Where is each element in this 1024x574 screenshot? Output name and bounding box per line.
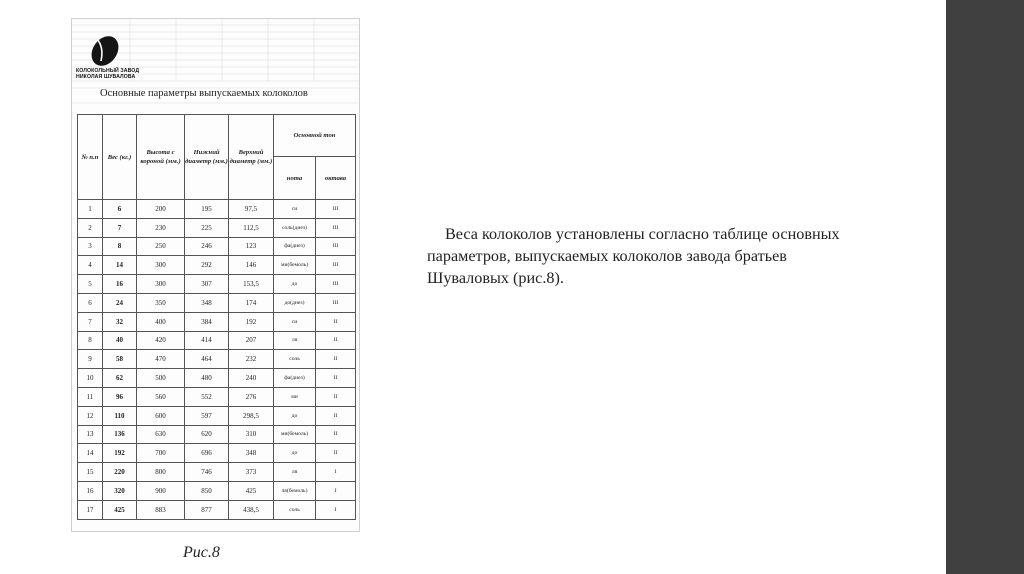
table-cell: 220 [103, 463, 137, 482]
table-cell: 300 [137, 275, 185, 294]
table-cell: 112,5 [229, 218, 274, 237]
header-note: нота [274, 157, 316, 200]
table-cell: до [274, 406, 316, 425]
table-cell: 400 [137, 312, 185, 331]
table-cell: 230 [137, 218, 185, 237]
table-cell: 384 [185, 312, 229, 331]
table-cell: 883 [137, 500, 185, 519]
table-row [78, 463, 356, 482]
table-cell: 480 [185, 369, 229, 388]
table-cell: II [316, 444, 356, 463]
table-cell: 350 [137, 293, 185, 312]
table-cell: ми(бемоль) [274, 256, 316, 275]
figure-caption: Рис.8 [183, 544, 220, 561]
table-cell: III [316, 275, 356, 294]
table-cell: 24 [103, 293, 137, 312]
table-cell: 207 [229, 331, 274, 350]
scanned-table-figure [71, 18, 360, 532]
table-row [78, 500, 356, 519]
table-cell: II [316, 425, 356, 444]
header-main-tone: Основной тон [274, 115, 356, 157]
table-cell: 225 [185, 218, 229, 237]
table-cell: 900 [137, 481, 185, 500]
table-row [78, 275, 356, 294]
table-cell: ля [274, 463, 316, 482]
table-cell: фа(диез) [274, 237, 316, 256]
table-cell: 597 [185, 406, 229, 425]
table-cell: 2 [78, 218, 103, 237]
table-cell: ми(бемоль) [274, 425, 316, 444]
table-row [78, 293, 356, 312]
table-cell: 800 [137, 463, 185, 482]
table-cell: 14 [78, 444, 103, 463]
table-cell: 3 [78, 237, 103, 256]
table-cell: II [316, 312, 356, 331]
table-cell: 146 [229, 256, 274, 275]
table-row [78, 312, 356, 331]
table-cell: 300 [137, 256, 185, 275]
table-cell: 9 [78, 350, 103, 369]
table-cell: 1 [78, 200, 103, 219]
table-cell: 620 [185, 425, 229, 444]
table-cell: I [316, 481, 356, 500]
table-cell: 192 [103, 444, 137, 463]
table-cell: 232 [229, 350, 274, 369]
table-cell: соль [274, 350, 316, 369]
table-cell: 464 [185, 350, 229, 369]
table-cell: ми [274, 387, 316, 406]
table-cell: си [274, 200, 316, 219]
table-cell: III [316, 200, 356, 219]
table-cell: 600 [137, 406, 185, 425]
table-cell: 58 [103, 350, 137, 369]
table-cell: 97,5 [229, 200, 274, 219]
table-cell: 96 [103, 387, 137, 406]
table-row [78, 481, 356, 500]
table-cell: 174 [229, 293, 274, 312]
table-cell: 560 [137, 387, 185, 406]
table-cell: ля [274, 331, 316, 350]
table-cell: 7 [78, 312, 103, 331]
table-cell: 877 [185, 500, 229, 519]
logo-text: КОЛОКОЛЬНЫЙ ЗАВОД НИКОЛАЯ ШУВАЛОВА [76, 68, 140, 80]
table-cell: 123 [229, 237, 274, 256]
table-cell: 6 [103, 200, 137, 219]
side-band [946, 0, 1024, 574]
table-cell: 15 [78, 463, 103, 482]
table-cell: 6 [78, 293, 103, 312]
table-cell: 425 [229, 481, 274, 500]
table-cell: 4 [78, 256, 103, 275]
table-row [78, 218, 356, 237]
table-cell: III [316, 237, 356, 256]
header-upper-diameter: Верхний диаметр (мм.) [229, 115, 274, 200]
table-cell: 425 [103, 500, 137, 519]
table-cell: 62 [103, 369, 137, 388]
table-cell: 292 [185, 256, 229, 275]
table-row [78, 387, 356, 406]
table-cell: 110 [103, 406, 137, 425]
header-lower-diameter: Нижний диаметр (мм.) [185, 115, 229, 200]
table-cell: 200 [137, 200, 185, 219]
table-cell: 276 [229, 387, 274, 406]
table-cell: ля(бемоль) [274, 481, 316, 500]
table-cell: 5 [78, 275, 103, 294]
table-cell: II [316, 406, 356, 425]
table-cell: 195 [185, 200, 229, 219]
table-cell: 700 [137, 444, 185, 463]
table-cell: 746 [185, 463, 229, 482]
table-cell: 192 [229, 312, 274, 331]
table-cell: 16 [103, 275, 137, 294]
table-row [78, 350, 356, 369]
table-body [78, 200, 356, 520]
bell-parameters-table [77, 114, 356, 520]
table-cell: II [316, 331, 356, 350]
table-cell: III [316, 293, 356, 312]
table-cell: 8 [103, 237, 137, 256]
table-cell: соль [274, 500, 316, 519]
table-row [78, 406, 356, 425]
table-cell: II [316, 350, 356, 369]
table-cell: 310 [229, 425, 274, 444]
table-cell: 630 [137, 425, 185, 444]
table-cell: III [316, 218, 356, 237]
table-cell: 240 [229, 369, 274, 388]
table-title: Основные параметры выпускаемых колоколов [100, 88, 308, 99]
table-cell: 307 [185, 275, 229, 294]
table-cell: 298,5 [229, 406, 274, 425]
table-cell: 136 [103, 425, 137, 444]
table-row [78, 444, 356, 463]
header-weight: Вес (кг.) [103, 115, 137, 200]
table-cell: 320 [103, 481, 137, 500]
table-cell: до [274, 444, 316, 463]
table-cell: 414 [185, 331, 229, 350]
header-number: № п.п [78, 115, 103, 200]
table-cell: 8 [78, 331, 103, 350]
table-cell: 250 [137, 237, 185, 256]
table-cell: соль(диез) [274, 218, 316, 237]
table-cell: 40 [103, 331, 137, 350]
table-cell: I [316, 500, 356, 519]
table-cell: 10 [78, 369, 103, 388]
table-cell: 470 [137, 350, 185, 369]
table-cell: 420 [137, 331, 185, 350]
table-cell: 32 [103, 312, 137, 331]
table-row [78, 256, 356, 275]
table-row [78, 200, 356, 219]
table-cell: си [274, 312, 316, 331]
table-cell: III [316, 256, 356, 275]
table-cell: до [274, 275, 316, 294]
table-cell: 850 [185, 481, 229, 500]
table-cell: фа(диез) [274, 369, 316, 388]
table-cell: 11 [78, 387, 103, 406]
table-cell: II [316, 387, 356, 406]
table-cell: 348 [229, 444, 274, 463]
table-cell: 500 [137, 369, 185, 388]
table-cell: I [316, 463, 356, 482]
table-cell: 246 [185, 237, 229, 256]
table-row [78, 237, 356, 256]
description-text: Веса колоколов установлены согласно таблице основных параметров, выпускаемых колоколов завода братьев Шуваловых (рис.8). [427, 225, 840, 287]
table-row [78, 331, 356, 350]
table-cell: 12 [78, 406, 103, 425]
table-cell: 17 [78, 500, 103, 519]
table-cell: II [316, 369, 356, 388]
table-cell: 373 [229, 463, 274, 482]
table-cell: 16 [78, 481, 103, 500]
table-cell: 696 [185, 444, 229, 463]
table-cell: 7 [103, 218, 137, 237]
table-cell: 153,5 [229, 275, 274, 294]
table-row [78, 369, 356, 388]
table-cell: 13 [78, 425, 103, 444]
table-row [78, 425, 356, 444]
header-height: Высота с короной (мм.) [137, 115, 185, 200]
table-cell: 348 [185, 293, 229, 312]
table-cell: 14 [103, 256, 137, 275]
table-cell: 552 [185, 387, 229, 406]
header-octave: октава [316, 157, 356, 200]
table-cell: до(диез) [274, 293, 316, 312]
table-cell: 438,5 [229, 500, 274, 519]
